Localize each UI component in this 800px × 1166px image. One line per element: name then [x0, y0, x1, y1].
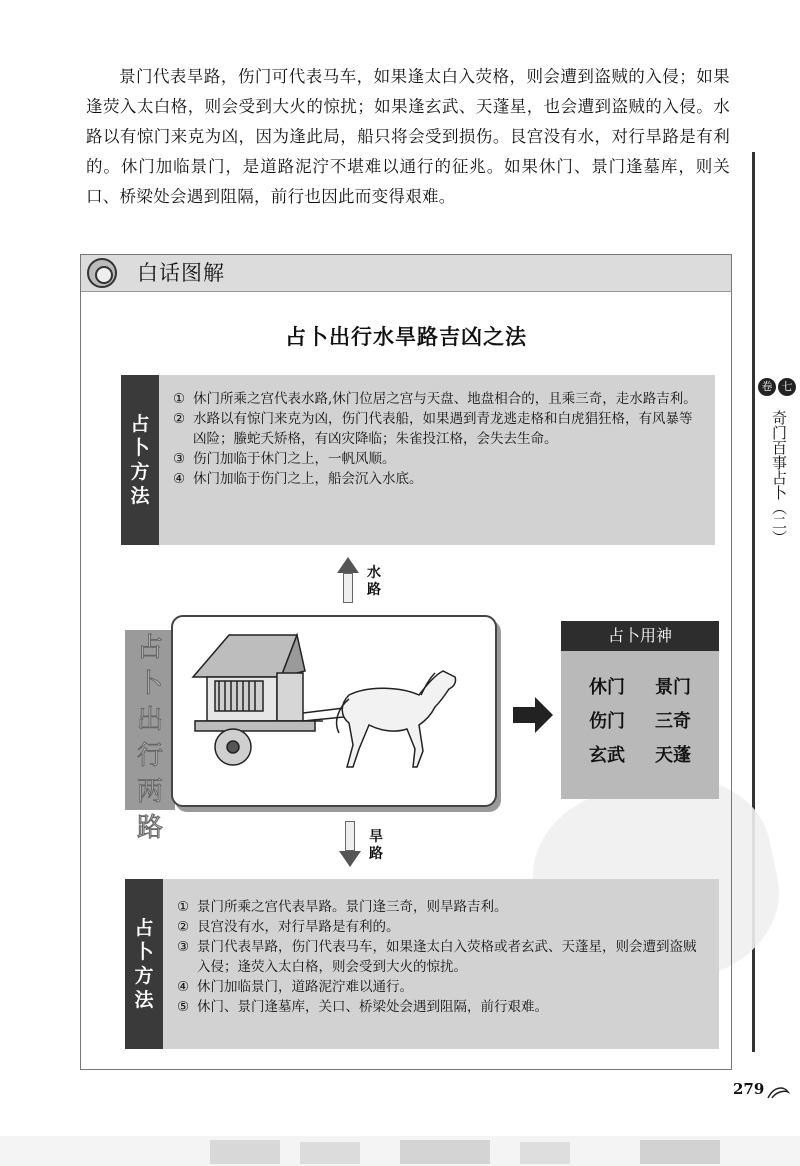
tag-char: 法 [134, 989, 154, 1011]
deity-list [577, 677, 703, 767]
tag-char: 方 [130, 461, 150, 483]
method-item [173, 409, 701, 449]
arrow-up-label: 水 路 [367, 565, 381, 598]
intro-paragraph: 景门代表旱路，伤门可代表马车，如果逢太白入荧格，则会遭到盗贼的入侵；如果逢荧入太白格，则会受到大火的惊扰；如果逢玄武、天蓬星，也会遭到盗贼的入侵。水路以有惊门来克为凶，因为逢此局，船只将会受到损伤。艮宫没有水，对行旱路是有利的。休门加临景门，是道路泥泞不堪难以通行的征兆。如果休门、景门逢墓库，则关口、桥梁处会遇到阻隔，前行也因此而变得艰难。 [86, 67, 730, 206]
method-item [173, 389, 701, 409]
method-list-water [173, 389, 701, 489]
method-item [177, 937, 705, 977]
method-box-land [125, 879, 719, 1049]
intro-text [86, 62, 730, 212]
method-item-text: 艮宫没有水，对行旱路是有利的。 [197, 919, 400, 935]
diagram-frame [80, 254, 732, 1070]
deity-item: 休门 [589, 677, 625, 698]
method-item-number: ① [177, 899, 190, 915]
travel-tab [125, 630, 175, 843]
swirl-icon [87, 258, 117, 288]
method-item-number: ② [173, 411, 186, 427]
chapter-badge-second: 七 [778, 378, 796, 396]
method-item-number: ② [177, 919, 190, 935]
chapter-title: 奇门百事占卜（二） [770, 410, 788, 545]
method-item-number: ④ [177, 979, 190, 995]
method-item-number: ④ [173, 471, 186, 487]
method-item [173, 449, 701, 469]
deity-item: 天蓬 [655, 745, 691, 766]
chapter-badge-first: 卷 [758, 378, 776, 396]
arrow-down-label: 旱 路 [369, 829, 383, 862]
method-tag-land [125, 879, 163, 1049]
page-number: 279 [733, 1080, 765, 1098]
banner-title: 白话图解 [137, 261, 225, 285]
tag-char: 占 [130, 413, 150, 435]
method-item [177, 977, 705, 997]
method-item-number: ③ [173, 451, 186, 467]
deity-item: 伤门 [589, 711, 625, 732]
method-item [177, 897, 705, 917]
method-item-text: 景门代表旱路，伤门代表马车，如果逢太白入荧格或者玄武、天蓬星，则会遭到盗贼入侵；逢荧入太白格，则会受到大火的惊扰。 [197, 939, 697, 975]
method-item [173, 469, 701, 489]
deity-item: 景门 [655, 677, 691, 698]
method-item-text: 休门加临于伤门之上，船会沉入水底。 [193, 471, 423, 487]
chapter-badge [758, 376, 796, 402]
method-list-land [177, 897, 705, 1017]
tab-char: 行 [136, 741, 163, 771]
section-banner [81, 255, 731, 292]
tag-char: 方 [134, 965, 154, 987]
method-item-number: ⑤ [177, 999, 190, 1015]
tab-char: 卜 [136, 669, 163, 699]
horse-cart-icon [173, 617, 495, 805]
tag-char: 法 [130, 485, 150, 507]
tab-char: 两 [136, 777, 163, 807]
arrow-right-icon [513, 697, 553, 733]
tab-char: 路 [136, 813, 163, 843]
deity-box [561, 621, 719, 799]
deity-title: 占卜用神 [561, 621, 719, 651]
deity-item: 玄武 [589, 745, 625, 766]
method-item-text: 景门所乘之宫代表旱路。景门逢三奇，则旱路吉利。 [197, 899, 508, 915]
method-box-water [121, 375, 715, 545]
arrow-up-icon [337, 557, 359, 603]
deity-item: 三奇 [655, 711, 691, 732]
method-item-text: 水路以有惊门来克为凶，伤门代表船，如果遇到青龙逃走格和白虎猖狂格，有风暴等凶险；螣蛇夭矫格，有凶灾降临；朱雀投江格，会失去生命。 [193, 411, 693, 447]
method-item-text: 休门、景门逢墓库，关口、桥梁处会遇到阻隔，前行艰难。 [197, 999, 548, 1015]
method-item-number: ① [173, 391, 186, 407]
method-item [177, 917, 705, 937]
arrow-down-icon [339, 821, 361, 867]
method-tag-water [121, 375, 159, 545]
method-item-text: 休门加临景门，道路泥泞难以通行。 [197, 979, 413, 995]
method-item-text: 休门所乘之宫代表水路,休门位居之宫与天盘、地盘相合的，且乘三奇，走水路吉利。 [193, 391, 697, 407]
method-item-text: 伤门加临于休门之上，一帆风顺。 [193, 451, 396, 467]
tab-char: 占 [136, 633, 163, 663]
tag-char: 卜 [130, 437, 150, 459]
method-item-number: ③ [177, 939, 190, 955]
horse-cart-illustration [171, 615, 497, 807]
diagram-title: 占卜出行水旱路吉凶之法 [285, 325, 527, 349]
tab-char: 出 [136, 705, 163, 735]
scan-artifact [0, 1122, 800, 1166]
method-item [177, 997, 705, 1017]
tag-char: 占 [134, 917, 154, 939]
page-curl-icon [766, 1084, 790, 1100]
tag-char: 卜 [134, 941, 154, 963]
